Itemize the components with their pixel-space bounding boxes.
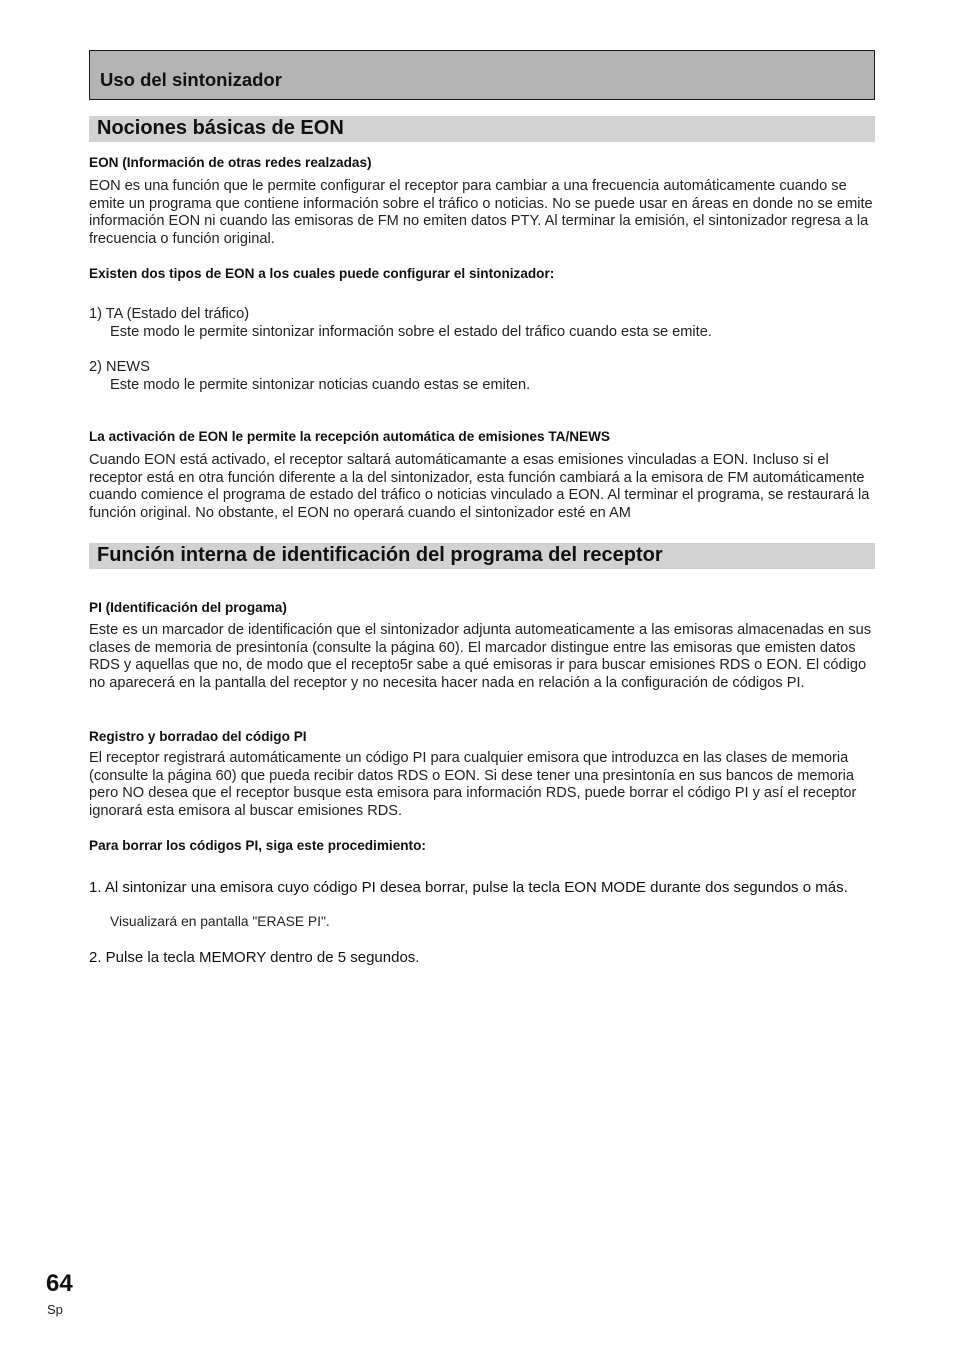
eon-activation-heading: La activación de EON le permite la recepción automática de emisiones TA/NEWS: [89, 429, 611, 444]
eon-paragraph: EON es una función que le permite configurar el receptor para cambiar a una frecuencia automáticamente cuando se emite un programa que contiene información sobre el tráfico o noticias. No se puede usar en áreas en donde no se emite información EON ni cuando las emisoras de FM no emiten datos PTY. Al terminar la emisión, el sintonizador regresa a la frecuencia o función original.: [89, 178, 873, 247]
eon-type-news-label: 2) NEWS: [89, 359, 150, 375]
eon-activation-paragraph: Cuando EON está activado, el receptor saltará automáticamante a esas emisiones vinculadas a EON. Incluso si el receptor está en otra función diferente a la del sintonizador, esta función cambiará a la emisora de FM automáticamente cuando comience el programa de estado del tráfico o noticias vinculado a EON. Al terminar el programa, se restaurará la función original. No obstante, el EON no operará cuando el sintonizador esté en AM: [89, 452, 870, 521]
eon-type-ta-desc: Este modo le permite sintonizar información sobre el estado del tráfico cuando esta se emite.: [110, 324, 712, 340]
section-eon-bar: [89, 116, 875, 142]
procedure-step-2: 2. Pulse la tecla MEMORY dentro de 5 segundos.: [89, 949, 420, 966]
section-pi-bar: [89, 543, 875, 569]
chapter-title: Uso del sintonizador: [100, 69, 282, 90]
eon-heading: EON (Información de otras redes realzadas): [89, 155, 372, 170]
pi-paragraph: Este es un marcador de identificación que el sintonizador adjunta automeaticamente a las emisoras almacenadas en sus clases de memoria de presintonía (consulte la página 60). El marcador distingue entre las emisoras que emisten datos RDS y aquellas que no, de modo que el recepto5r sabe a qué emisoras ir para buscar emisiones RDS o EON. El código no aparecerá en la pantalla del receptor y no necesita hacer nada en relación a la configuración de códigos PI.: [89, 622, 872, 691]
eon-type-ta-label: 1) TA (Estado del tráfico): [89, 306, 250, 322]
page-number: 64: [46, 1270, 73, 1297]
procedure-step-1-note: Visualizará en pantalla "ERASE PI".: [110, 914, 330, 929]
section-eon-title: Nociones básicas de EON: [97, 117, 344, 139]
eon-types-heading: Existen dos tipos de EON a los cuales puede configurar el sintonizador:: [89, 266, 555, 281]
pi-procedure-heading: Para borrar los códigos PI, siga este procedimiento:: [89, 838, 426, 853]
pi-register-heading: Registro y borradao del código PI: [89, 729, 307, 744]
page-language: Sp: [47, 1302, 63, 1317]
pi-register-paragraph: El receptor registrará automáticamente un código PI para cualquier emisora que introduzca en las clases de memoria (consulte la página 60) que pueda recibir datos RDS o EON. Si dese tener una presintonía en sus bancos de memoria pero NO desea que el receptor busque esta emisora para información RDS, puede borrar el código PI y así el receptor ignorará esta emisora al buscar emisiones RDS.: [89, 750, 857, 819]
procedure-step-1: 1. Al sintonizar una emisora cuyo código PI desea borrar, pulse la tecla EON MODE durante dos segundos o más.: [89, 879, 848, 896]
pi-heading: PI (Identificación del progama): [89, 600, 287, 615]
section-pi-title: Función interna de identificación del programa del receptor: [97, 544, 663, 566]
eon-type-news-desc: Este modo le permite sintonizar noticias cuando estas se emiten.: [110, 377, 531, 393]
chapter-header-bar: [89, 50, 875, 100]
